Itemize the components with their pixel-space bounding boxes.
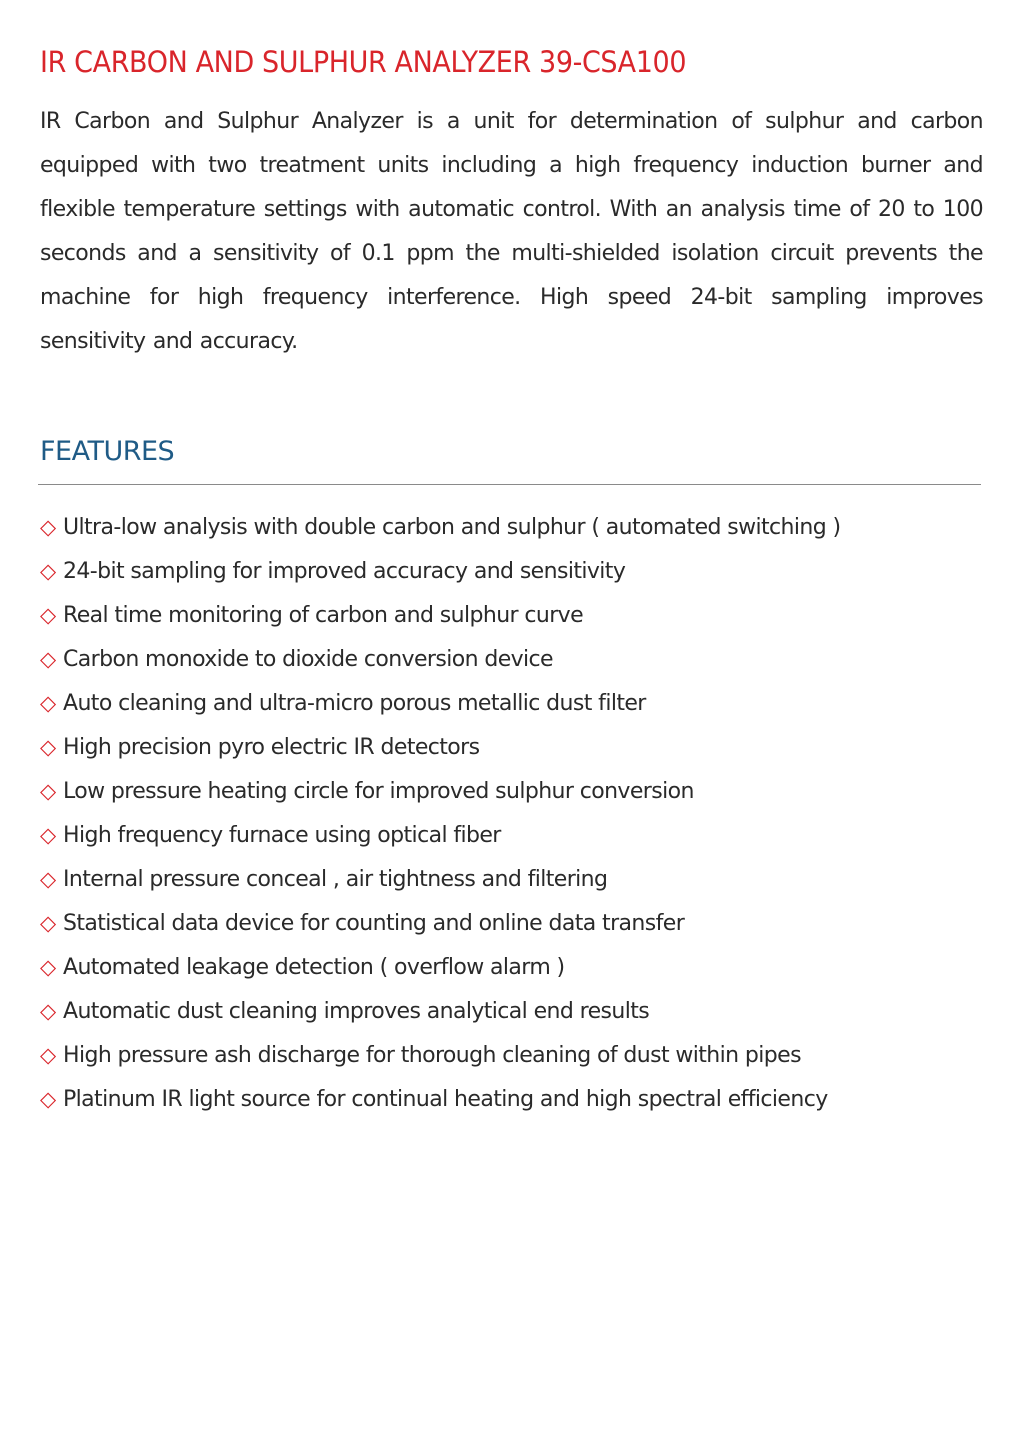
product-description: IR Carbon and Sulphur Analyzer is a unit for determination of sulphur and carbon equipped with two treatment units including a high frequency induction burner and flexible temperature settings with automatic control. With an analysis time of 20 to 100 seconds and a sensitivity of 0.1 ppm the multi-shielded isolation circuit prevents the machine for high frequency interference. High speed 24-bit sampling improves sensitivity and accuracy. [40,109,983,354]
diamond-bullet-icon: ◇ [40,558,56,583]
feature-text: Auto cleaning and ultra-micro porous metallic dust filter [63,690,646,716]
product-title: IR CARBON AND SULPHUR ANALYZER 39-CSA100 [40,45,687,79]
section-divider [38,484,981,485]
feature-item [40,505,983,549]
feature-text: Real time monitoring of carbon and sulphur curve [63,602,584,628]
diamond-bullet-icon: ◇ [40,822,56,847]
document-page [40,40,983,1121]
feature-item [40,1077,983,1121]
diamond-bullet-icon: ◇ [40,998,56,1023]
feature-text: 24-bit sampling for improved accuracy and sensitivity [63,558,626,584]
feature-text: High precision pyro electric IR detectors [63,734,480,760]
feature-text: Platinum IR light source for continual heating and high spectral efficiency [63,1086,828,1112]
feature-item [40,945,983,989]
features-heading: FEATURES [40,436,175,467]
feature-item [40,989,983,1033]
feature-text: Statistical data device for counting and online data transfer [63,910,685,936]
diamond-bullet-icon: ◇ [40,910,56,935]
diamond-bullet-icon: ◇ [40,778,56,803]
feature-text: Automatic dust cleaning improves analytical end results [63,998,650,1024]
diamond-bullet-icon: ◇ [40,866,56,891]
diamond-bullet-icon: ◇ [40,1086,56,1111]
feature-item [40,593,983,637]
diamond-bullet-icon: ◇ [40,1042,56,1067]
diamond-bullet-icon: ◇ [40,954,56,979]
feature-item [40,901,983,945]
feature-item [40,549,983,593]
features-list [40,505,983,1121]
feature-text: Automated leakage detection ( overflow alarm ) [63,954,565,980]
diamond-bullet-icon: ◇ [40,514,56,539]
diamond-bullet-icon: ◇ [40,734,56,759]
feature-item [40,681,983,725]
feature-item [40,637,983,681]
diamond-bullet-icon: ◇ [40,602,56,627]
feature-text: Low pressure heating circle for improved sulphur conversion [63,778,694,804]
diamond-bullet-icon: ◇ [40,646,56,671]
feature-item [40,769,983,813]
feature-text: Ultra-low analysis with double carbon and sulphur ( automated switching ) [63,514,841,540]
feature-text: Carbon monoxide to dioxide conversion device [63,646,553,672]
feature-text: High pressure ash discharge for thorough cleaning of dust within pipes [63,1042,801,1068]
feature-item [40,813,983,857]
feature-item [40,1033,983,1077]
feature-text: Internal pressure conceal , air tightness and filtering [63,866,608,892]
feature-item [40,857,983,901]
feature-item [40,725,983,769]
diamond-bullet-icon: ◇ [40,690,56,715]
feature-text: High frequency furnace using optical fiber [63,822,501,848]
